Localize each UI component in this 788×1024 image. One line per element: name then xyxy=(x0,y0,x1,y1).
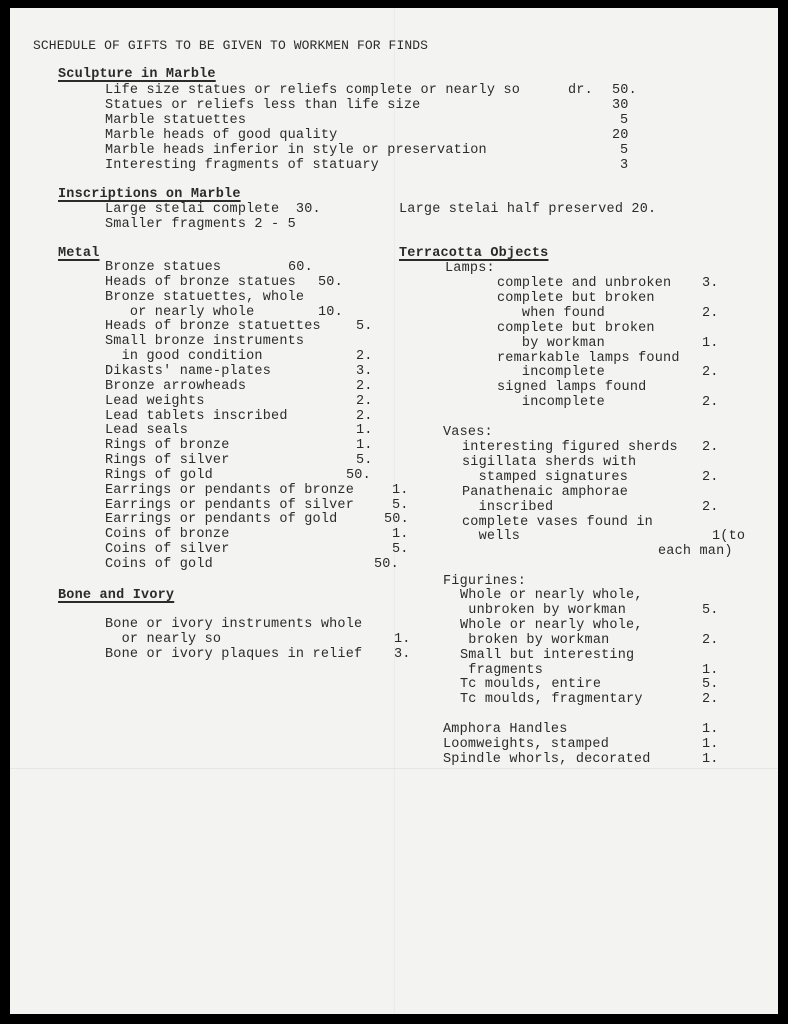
item-value: 5. xyxy=(392,542,409,558)
list-item: Small bronze instruments xyxy=(105,334,305,350)
list-item: Loomweights, stamped xyxy=(443,737,610,752)
section-heading-sculpture: Sculpture in Marble xyxy=(58,67,216,82)
list-item: when found xyxy=(497,305,605,321)
list-item: Tc moulds, fragmentary xyxy=(460,692,643,708)
item-value: 1. xyxy=(702,335,719,351)
list-item: incomplete xyxy=(497,395,605,411)
list-item: Heads of bronze statues xyxy=(105,274,296,290)
list-item: Panathenaic amphorae xyxy=(462,484,629,500)
list-item: Marble heads of good quality xyxy=(105,128,338,143)
list-item: Interesting fragments of statuary xyxy=(105,158,379,173)
item-value: 30 xyxy=(612,98,629,113)
list-item: sigillata sherds with xyxy=(462,454,637,470)
section-heading-bone-ivory: Bone and Ivory xyxy=(58,588,175,603)
item-value: 50. xyxy=(374,557,399,572)
list-item: incomplete xyxy=(497,365,605,381)
list-item: complete and unbroken xyxy=(497,276,672,291)
list-item: Lead tablets inscribed xyxy=(105,408,288,424)
item-value: 3. xyxy=(702,276,719,291)
item-value: 50. xyxy=(346,467,371,483)
list-item: unbroken by workman xyxy=(460,602,627,618)
list-item: Large stelai half preserved 20. xyxy=(399,202,657,217)
item-value: 2. xyxy=(702,692,719,708)
list-item: remarkable lamps found xyxy=(497,350,680,366)
list-item: Lead weights xyxy=(105,393,205,409)
list-item: Whole or nearly whole, xyxy=(460,617,643,633)
item-value: 5. xyxy=(702,677,719,693)
item-value: 5 xyxy=(620,143,629,158)
item-value: 50. xyxy=(318,274,343,290)
list-item: Coins of gold xyxy=(105,557,213,572)
subheading-figurines: Figurines: xyxy=(443,574,527,589)
list-item: complete vases found in xyxy=(462,514,653,530)
list-item: complete but broken xyxy=(497,320,655,336)
list-item: Whole or nearly whole, xyxy=(460,588,643,603)
list-item: Dikasts' name-plates xyxy=(105,363,272,379)
list-item: complete but broken xyxy=(497,290,655,306)
list-item: Life size statues or reliefs complete or nearly so xyxy=(105,83,521,98)
item-value: 3. xyxy=(356,363,373,379)
list-item: broken by workman xyxy=(460,632,610,648)
item-value: 2. xyxy=(356,378,373,394)
item-value: 2. xyxy=(702,499,719,515)
subheading-lamps: Lamps: xyxy=(445,261,495,276)
list-item: Bone or ivory plaques in relief xyxy=(105,647,363,662)
item-value: 5 xyxy=(620,113,629,128)
item-value: 1. xyxy=(392,482,409,498)
list-item: Earrings or pendants of silver xyxy=(105,497,355,513)
item-value: 2. xyxy=(702,632,719,648)
item-value: 2. xyxy=(356,393,373,409)
list-item: Smaller fragments 2 - 5 xyxy=(105,217,296,232)
list-item: fragments xyxy=(460,662,544,678)
item-value: 1. xyxy=(392,527,409,543)
item-value: 1. xyxy=(702,752,719,767)
list-item: or nearly whole xyxy=(105,304,255,320)
list-item: Coins of silver xyxy=(105,542,230,558)
list-item: Spindle whorls, decorated xyxy=(443,752,651,767)
item-value: 2. xyxy=(702,365,719,381)
item-value: 1. xyxy=(702,662,719,678)
item-value: 3. xyxy=(394,647,411,662)
item-value: 1. xyxy=(356,423,373,439)
item-value: 50. xyxy=(612,83,637,98)
list-item: Heads of bronze statuettes xyxy=(105,319,321,335)
list-item: Rings of bronze xyxy=(105,438,230,454)
list-item: or nearly so xyxy=(105,632,222,647)
list-item: Lead seals xyxy=(105,423,189,439)
list-item: Bronze statues xyxy=(105,260,222,275)
section-heading-metal: Metal xyxy=(58,246,100,261)
list-item: interesting figured sherds xyxy=(462,440,678,455)
list-item: Rings of silver xyxy=(105,453,230,469)
item-value: 2. xyxy=(702,305,719,321)
item-value: 1(to xyxy=(712,529,746,545)
list-item: Bronze arrowheads xyxy=(105,378,247,394)
item-unit: dr. xyxy=(568,83,593,98)
item-value: 50. xyxy=(384,512,409,528)
item-value: 2. xyxy=(702,469,719,485)
item-value: 1. xyxy=(356,438,373,454)
item-value: 3 xyxy=(620,158,629,173)
item-value: each man) xyxy=(658,544,733,560)
list-item: Large stelai complete 30. xyxy=(105,202,321,217)
item-value: 1. xyxy=(702,722,719,737)
item-value: 2. xyxy=(356,349,373,365)
item-value: 1. xyxy=(394,632,411,647)
list-item: in good condition xyxy=(105,349,263,365)
item-value: 2. xyxy=(702,395,719,411)
section-heading-terracotta: Terracotta Objects xyxy=(399,246,549,261)
list-item: Rings of gold xyxy=(105,467,213,483)
list-item: Amphora Handles xyxy=(443,722,568,737)
list-item: inscribed xyxy=(462,499,554,515)
item-value: 20 xyxy=(612,128,629,143)
document-page xyxy=(10,8,778,1014)
list-item: Marble statuettes xyxy=(105,113,247,128)
list-item: wells xyxy=(462,529,521,545)
list-item: Earrings or pendants of gold xyxy=(105,512,338,528)
item-value: 5. xyxy=(392,497,409,513)
item-value: 10. xyxy=(318,304,343,320)
list-item: Earrings or pendants of bronze xyxy=(105,482,355,498)
section-heading-inscriptions: Inscriptions on Marble xyxy=(58,187,241,202)
list-item: by workman xyxy=(497,335,605,351)
list-item: signed lamps found xyxy=(497,380,647,396)
item-value: 5. xyxy=(356,319,373,335)
subheading-vases: Vases: xyxy=(443,425,493,440)
item-value: 1. xyxy=(702,737,719,752)
list-item: Coins of bronze xyxy=(105,527,230,543)
list-item: Bone or ivory instruments whole xyxy=(105,617,363,632)
list-item: Marble heads inferior in style or preservation xyxy=(105,143,487,158)
item-value: 5. xyxy=(702,602,719,618)
item-value: 2. xyxy=(702,440,719,455)
item-value: 60. xyxy=(288,260,313,275)
page-title: SCHEDULE OF GIFTS TO BE GIVEN TO WORKMEN FOR FINDS xyxy=(33,38,429,53)
list-item: Statues or reliefs less than life size xyxy=(105,98,421,113)
list-item: Tc moulds, entire xyxy=(460,677,602,693)
list-item: Small but interesting xyxy=(460,647,635,663)
list-item: stamped signatures xyxy=(462,469,629,485)
item-value: 2. xyxy=(356,408,373,424)
item-value: 5. xyxy=(356,453,373,469)
list-item: Bronze statuettes, whole xyxy=(105,289,305,305)
